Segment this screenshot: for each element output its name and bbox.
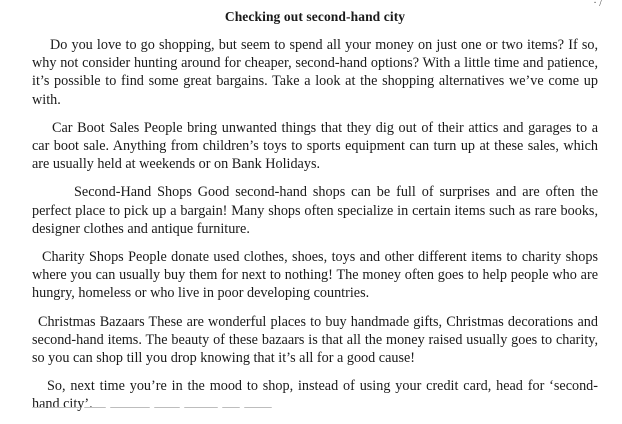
paragraph-christmas-bazaars: Christmas Bazaars These are wonderful places to buy handmade gifts, Christmas decorations and second-hand items. The beauty of these bazaars is that all the money raised usually goes to charity, so you can shop till you drop knowing that it’s all for a good cause!: [32, 313, 598, 367]
page-edge-mark: · /: [593, 0, 602, 9]
document-page: [32, 0, 598, 424]
paragraph-charity-shops: Charity Shops People donate used clothes, shoes, toys and other different items to charity shops where you can usually buy them for next to nothing! The money often goes to help people who are hungry, homeless or who live in poor developing countries.: [32, 249, 598, 302]
paragraph-conclusion: So, next time you’re in the mood to shop, instead of using your credit card, head for ‘second-hand city’.: [32, 378, 598, 413]
paragraph-car-boot-sales: Car Boot Sales People bring unwanted things that they dig out of their attics and garages to a car boot sale. Anything from children’s toys to sports equipment can turn up at these sales, which are usually held at weekends or on Bank Holidays.: [32, 119, 598, 173]
paragraph-second-hand-shops: Second-Hand Shops Good second-hand shops can be full of surprises and are often the perfect place to pick up a bargain! Many shops often specialize in certain items such as rare books, designer clothes and antique furniture.: [32, 184, 598, 237]
paragraph-intro: Do you love to go shopping, but seem to spend all your money on just one or two items? If so, why not consider hunting around for cheaper, second-hand options? With a little time and patience, it’s possible to find some great bargains. Take a look at the shopping alternatives we’ve come up with.: [32, 37, 598, 108]
cut-off-next-line: [32, 398, 292, 408]
document-title: Checking out second-hand city: [224, 9, 406, 24]
